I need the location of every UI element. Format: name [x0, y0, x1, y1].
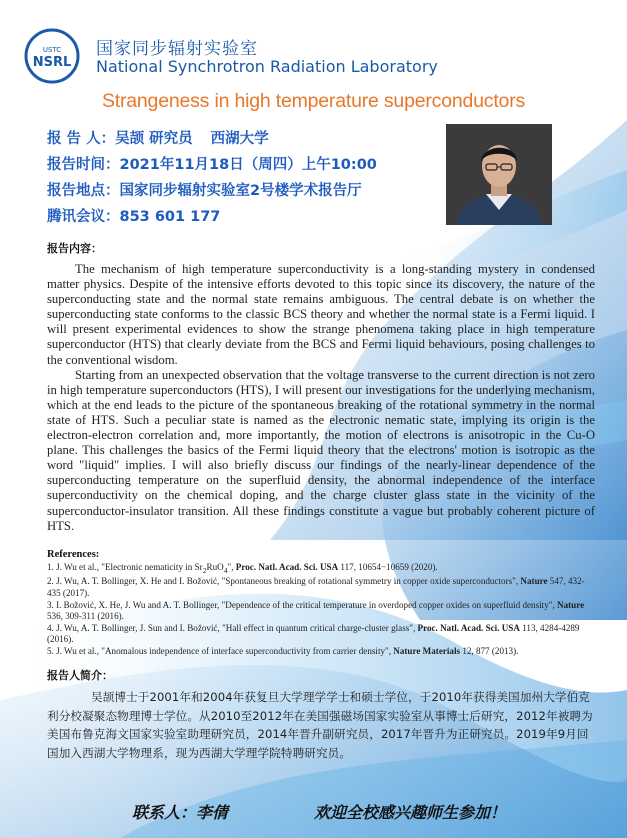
logo-text-top: USTC: [42, 46, 62, 54]
reference-item: 5. J. Wu et al., "Anomalous independence of interface superconductivity from carrier density", Nature Materials 12, 877 (2013).: [47, 645, 519, 656]
talk-title: Strangeness in high temperature superconductors: [101, 90, 526, 112]
abstract-paragraph-2: Starting from an unexpected observation that the voltage transverse to the current direction is not zero in high temperature superconductors (HTS), I will present our investigations for the underlying mechanism, which at the end leads to the picture of the spontaneous breaking of the rotational symmetry in the normal state of HTS. Such a peculiar state is named as the electronic nematic state, implying its origin is the electron-electron correlation and, more importantly, the motion of electrons is anisotropic in the Cu-O plane. This challenges the basics of the Fermi liquid theory that the electrons' motion is isotropic as the word "liquid" implies. I will also briefly discuss our findings of the nearly-linear dependence of the superconducting temperature on the superfluid density, the abnormal independence of the interface superconductivity on the chemical doping, and the charge cluster glass state in the vicinity of the superconductor-insulator transition. All these findings constitute a vague but probably coherent picture of HTS.: [47, 367, 595, 533]
time-value: 2021年11月18日（周四）上午10:00: [119, 157, 377, 173]
place-label: 报告地点：: [47, 183, 120, 199]
abstract-paragraph-1: The mechanism of high temperature superconductivity is a long-standing mystery in condensed matter physics. Despite of the intensive efforts devoted to this topic since its discovery, the nature of the superconducting state and the normal state remains ambiguous. The central debate is on whether the superconducting state conforms to the classic BCS theory and whether the normal state is a Fermi liquid. I will present experimental evidences to show the strange phenomena taking place in high temperature superconductor (HTS) that clearly deviate from the BCS and Fermi liquid behaviours, posing challenges to the conventional wisdom.: [47, 262, 595, 367]
institute-name-cn: 国家同步辐射实验室: [96, 39, 258, 59]
time-label: 报告时间：: [47, 157, 120, 173]
reference-item: 2. J. Wu, A. T. Bollinger, X. He and I. Božović, "Spontaneous breaking of rotational symmetry in copper oxide superconductors", Nature 547, 432-435 (2017).: [47, 576, 585, 598]
logo-text-main: NSRL: [32, 55, 72, 70]
reference-item: 1. J. Wu et al., "Electronic nematicity in $Sr_2RuO_4$", Proc. Natl. Acad. Sci. USA 117, 10654−10659 (2020).: [47, 562, 438, 575]
bio-heading: 报告人简介：: [47, 669, 113, 682]
speaker-label: 报 告 人：: [47, 131, 116, 147]
abstract-heading: 报告内容：: [47, 242, 102, 255]
speaker-affiliation: 西湖大学: [210, 131, 269, 147]
meeting-id: 853 601 177: [119, 209, 221, 225]
contact-person: 联系人：李倩: [132, 803, 229, 822]
abstract-body: [47, 262, 595, 534]
reference-item: 4. J. Wu, A. T. Bollinger, J. Sun and I. Božović, "Hall effect in quantum critical charge-cluster glass", Proc. Natl. Acad. Sci. USA 113, 4284-4289 (2016).: [47, 622, 580, 645]
speaker-line: [47, 127, 269, 148]
meeting-label: 腾讯会议：: [47, 209, 120, 225]
references-list: [47, 562, 595, 658]
welcome-message: 欢迎全校感兴趣师生参加！: [314, 803, 507, 822]
place-line: [47, 179, 362, 200]
meeting-line: [47, 205, 220, 226]
bio-body: 吴颉博士于2001年和2004年获复旦大学理学学士和硕士学位，于2010年获得美国加州大学伯克利分校凝聚态物理博士学位。从2010至2012年在美国强磁场国家实验室从事博士后研究，2012年被聘为美国布鲁克海文国家实验室助理研究员，2014年晋升副研究员，2017年晋升为正研究员。2019年9月回国加入西湖大学物理系，现为西湖大学理学院特聘研究员。: [47, 690, 593, 760]
nsrl-logo: [22, 26, 82, 86]
speaker-name: 吴颉 研究员: [115, 131, 193, 147]
speaker-photo: [446, 124, 552, 225]
institute-name-en: National Synchrotron Radiation Laboratory: [96, 57, 438, 76]
time-line: [47, 153, 377, 174]
reference-item: 3. I. Božović, X. He, J. Wu and A. T. Bollinger, "Dependence of the critical temperature in overdoped copper oxides on superfluid density", Nature 536, 309-311 (2016).: [47, 599, 585, 622]
references-heading: References:: [47, 549, 100, 560]
place-value: 国家同步辐射实验室2号楼学术报告厅: [119, 183, 362, 199]
